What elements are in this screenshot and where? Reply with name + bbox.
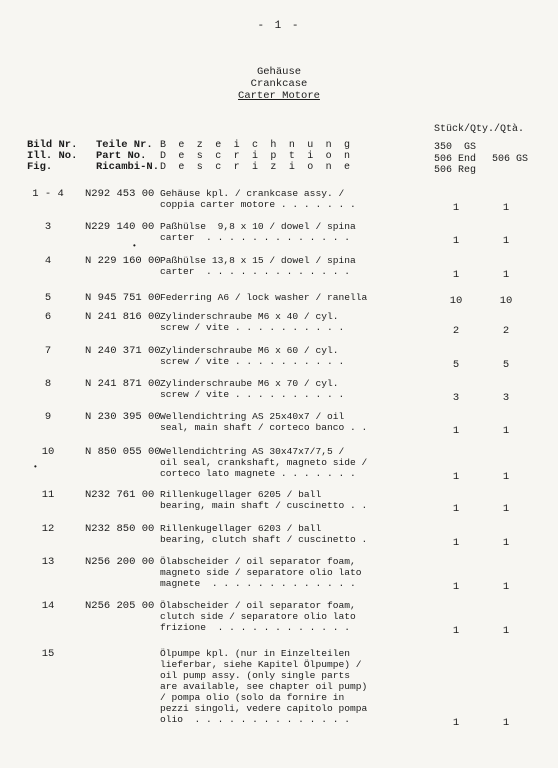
part-number: N 240 371 00 (85, 345, 161, 357)
figure-number: 12 (41, 523, 55, 535)
part-number: N292 453 00 (85, 188, 155, 200)
page-number: - 1 - (257, 20, 301, 32)
description-line: seal, main shaft / corteco banco . . (160, 422, 368, 433)
figure-number: 8 (44, 378, 52, 390)
description-line: bearing, clutch shaft / cuscinetto . (160, 534, 368, 545)
quantity-350-506: 1 (452, 269, 460, 281)
part-number: N 850 055 00 (85, 446, 161, 458)
description-line: Wellendichtring AS 30x47x7/7,5 / (160, 446, 345, 457)
figure-number: 13 (41, 556, 55, 568)
part-number: N232 850 00 (85, 523, 155, 535)
figure-number: 6 (44, 311, 52, 323)
header-quantity: Stück/Qty./Qtà. (434, 124, 525, 135)
part-description (160, 255, 430, 277)
description-line: / pompa olio (solo da fornire in (160, 692, 345, 703)
description-line: Zylinderschraube M6 x 40 / cyl. (160, 311, 339, 322)
description-line: frizione . . . . . . . . . . . . (160, 622, 350, 633)
header-ricambi: Ricambi-N. (96, 161, 160, 173)
figure-number: 3 (44, 221, 52, 233)
quantity-350-506: 5 (452, 359, 460, 371)
part-description (160, 345, 430, 367)
part-description (160, 489, 430, 511)
description-line: lieferbar, siehe Kapitel Ölpumpe) / (160, 659, 362, 670)
quantity-506-gs: 5 (502, 359, 510, 371)
figure-number: 9 (44, 411, 52, 423)
figure-number: 11 (41, 489, 55, 501)
description-line: screw / vite . . . . . . . . . . (160, 322, 345, 333)
description-line: magneto side / separatore olio lato (160, 567, 362, 578)
part-description (160, 221, 430, 243)
description-line: Ölpumpe kpl. (nur in Einzelteilen (160, 648, 350, 659)
description-line: Ölabscheider / oil separator foam, (160, 556, 356, 567)
part-description (160, 556, 430, 589)
quantity-350-506: 1 (452, 625, 460, 637)
description-line: screw / vite . . . . . . . . . . (160, 389, 345, 400)
part-number: N 241 816 00 (85, 311, 161, 323)
header-bild-nr: Bild Nr. (27, 139, 78, 151)
description-line: Federring A6 / lock washer / ranella (160, 292, 368, 303)
description-line: bearing, main shaft / cuscinetto . . (160, 500, 368, 511)
description-line: Gehäuse kpl. / crankcase assy. / (160, 188, 345, 199)
quantity-350-506: 1 (452, 202, 460, 214)
part-description (160, 188, 430, 210)
part-description (160, 600, 430, 633)
quantity-350-506: 10 (449, 295, 463, 307)
part-description (160, 292, 430, 303)
quantity-350-506: 1 (452, 503, 460, 515)
title-italian: Carter Motore (238, 90, 320, 102)
part-description (160, 523, 430, 545)
description-line: pezzi singoli, vedere capitolo pompa (160, 703, 368, 714)
header-qty-506-end: 506 End (434, 154, 477, 165)
part-number: N256 205 00 (85, 600, 155, 612)
description-line: carter . . . . . . . . . . . . . (160, 232, 350, 243)
description-line: Paßhülse 9,8 x 10 / dowel / spina (160, 221, 356, 232)
header-description: D e s c r i p t i o n (160, 151, 354, 162)
header-teile-nr: Teile Nr. (96, 139, 153, 151)
quantity-506-gs: 10 (499, 295, 513, 307)
part-number: N256 200 00 (85, 556, 155, 568)
description-line: Paßhülse 13,8 x 15 / dowel / spina (160, 255, 356, 266)
title-german: Gehäuse (256, 66, 302, 78)
quantity-506-gs: 1 (502, 717, 510, 729)
quantity-506-gs: 1 (502, 625, 510, 637)
part-description (160, 378, 430, 400)
description-line: coppia carter motore . . . . . . . (160, 199, 356, 210)
description-line: oil seal, crankshaft, magneto side / (160, 457, 368, 468)
header-ill-no: Ill. No. (27, 150, 78, 162)
quantity-350-506: 1 (452, 425, 460, 437)
description-line: oil pump assy. (only single parts (160, 670, 350, 681)
quantity-506-gs: 1 (502, 425, 510, 437)
figure-number: 15 (41, 648, 55, 660)
part-description (160, 311, 430, 333)
quantity-506-gs: 1 (502, 235, 510, 247)
quantity-350-506: 1 (452, 235, 460, 247)
part-description (160, 648, 430, 725)
description-line: olio . . . . . . . . . . . . . . (160, 714, 350, 725)
description-line: clutch side / separatore olio lato (160, 611, 356, 622)
part-description (160, 446, 430, 479)
header-descrizione: D e s c r i z i o n e (160, 162, 354, 173)
quantity-350-506: 1 (452, 717, 460, 729)
quantity-350-506: 1 (452, 537, 460, 549)
description-line: Ölabscheider / oil separator foam, (160, 600, 356, 611)
header-qty-350-gs: 350 GS (434, 142, 477, 153)
description-line: Wellendichtring AS 25x40x7 / oil (160, 411, 345, 422)
title-english: Crankcase (250, 78, 308, 90)
description-line: magnete . . . . . . . . . . . . . (160, 578, 356, 589)
quantity-506-gs: 1 (502, 269, 510, 281)
header-bezeichnung: B e z e i c h n u n g (160, 140, 354, 151)
quantity-350-506: 1 (452, 471, 460, 483)
part-number: N229 140 00 (85, 221, 155, 233)
part-number: N 229 160 00 (85, 255, 161, 267)
scan-speck: • (132, 242, 137, 251)
quantity-506-gs: 1 (502, 471, 510, 483)
quantity-506-gs: 1 (502, 202, 510, 214)
part-number: N 945 751 00 (85, 292, 161, 304)
figure-number: 10 (41, 446, 55, 458)
header-part-no: Part No. (96, 150, 147, 162)
quantity-506-gs: 3 (502, 392, 510, 404)
description-line: screw / vite . . . . . . . . . . (160, 356, 345, 367)
description-line: carter . . . . . . . . . . . . . (160, 266, 350, 277)
quantity-506-gs: 1 (502, 581, 510, 593)
figure-number: 5 (44, 292, 52, 304)
quantity-506-gs: 2 (502, 325, 510, 337)
part-number: N 230 395 00 (85, 411, 161, 423)
description-line: Rillenkugellager 6203 / ball (160, 523, 322, 534)
quantity-506-gs: 1 (502, 503, 510, 515)
quantity-506-gs: 1 (502, 537, 510, 549)
part-number: N232 761 00 (85, 489, 155, 501)
figure-number: 14 (41, 600, 55, 612)
figure-number: 1 - 4 (32, 188, 64, 200)
description-line: Zylinderschraube M6 x 70 / cyl. (160, 378, 339, 389)
header-qty-506-gs: 506 GS (492, 154, 529, 165)
header-qty-506-reg: 506 Reg (434, 165, 477, 176)
header-fig: Fig. (27, 161, 53, 173)
quantity-350-506: 2 (452, 325, 460, 337)
description-line: are available, see chapter oil pump) (160, 681, 368, 692)
part-number: N 241 871 00 (85, 378, 161, 390)
quantity-350-506: 1 (452, 581, 460, 593)
scan-speck: • (33, 463, 38, 472)
description-line: Rillenkugellager 6205 / ball (160, 489, 322, 500)
description-line: corteco lato magnete . . . . . . . (160, 468, 356, 479)
description-line: Zylinderschraube M6 x 60 / cyl. (160, 345, 339, 356)
figure-number: 7 (44, 345, 52, 357)
figure-number: 4 (44, 255, 52, 267)
part-description (160, 411, 430, 433)
quantity-350-506: 3 (452, 392, 460, 404)
